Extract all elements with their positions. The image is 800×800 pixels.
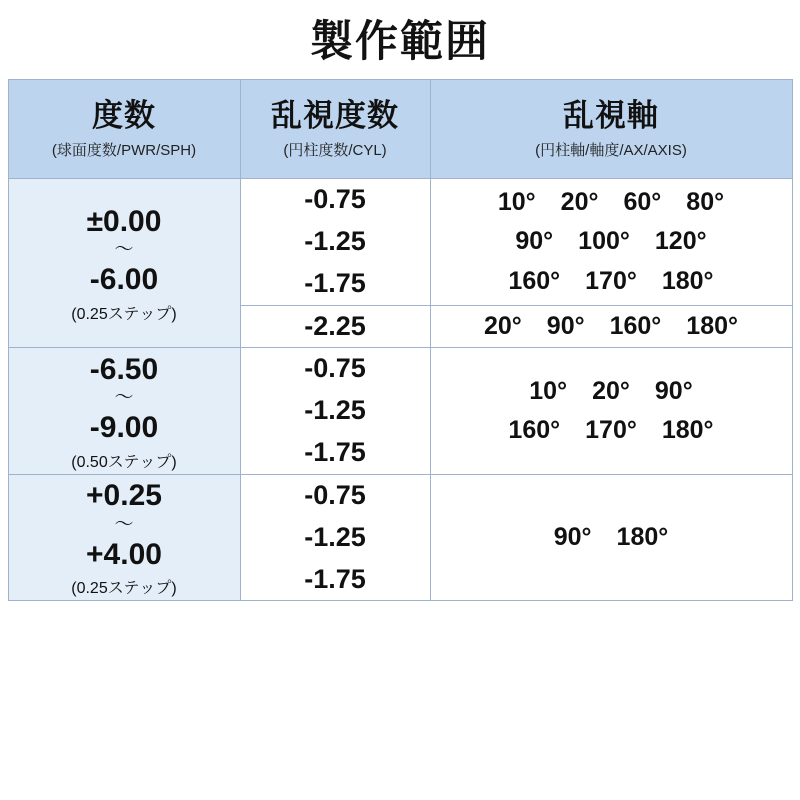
- table-body: [8, 179, 792, 601]
- cylinder-value: -0.75: [304, 353, 366, 384]
- power-from: ±0.00: [86, 204, 162, 238]
- cylinder-value: -1.25: [304, 225, 366, 256]
- table-row: [8, 179, 792, 306]
- power-step: (0.25ステップ): [71, 305, 177, 323]
- axis-value-line: 10° 20° 60° 80°: [497, 187, 725, 216]
- axis-cell: [430, 474, 792, 601]
- power-cell-group-2: [8, 348, 240, 475]
- cylinder-value: -1.75: [304, 563, 366, 594]
- header-power-sub: (球面度数/PWR/SPH): [51, 142, 197, 160]
- header-axis: [430, 80, 792, 179]
- power-cell-group-3: [8, 474, 240, 601]
- axis-cell: [430, 179, 792, 306]
- cylinder-cell: [240, 305, 430, 348]
- power-from: -6.50: [89, 352, 159, 386]
- table-row: [8, 474, 792, 601]
- axis-value-line: 160° 170° 180°: [508, 266, 714, 295]
- header-row: [8, 80, 792, 179]
- axis-value-line: 20° 90° 160° 180°: [483, 311, 739, 340]
- axis-value-line: 90° 180°: [553, 522, 669, 551]
- axis-value-line: 10° 20° 90°: [529, 376, 693, 405]
- power-from: +0.25: [86, 479, 162, 513]
- axis-cell: [430, 348, 792, 475]
- cylinder-value: -1.75: [304, 267, 366, 298]
- power-tilde: ～: [114, 239, 134, 261]
- header-axis-sub: (円柱軸/軸度/AX/AXIS): [535, 142, 687, 160]
- cylinder-cell: [240, 474, 430, 601]
- cylinder-value: -1.75: [304, 437, 366, 468]
- table-header: [8, 80, 792, 179]
- axis-value-line: 90° 100° 120°: [515, 227, 707, 256]
- power-tilde: ～: [114, 387, 134, 409]
- header-cylinder: [240, 80, 430, 179]
- table-row: [8, 348, 792, 475]
- power-to: +4.00: [86, 537, 162, 571]
- header-cylinder-sub: (円柱度数/CYL): [283, 142, 387, 160]
- cylinder-cell: [240, 348, 430, 475]
- power-step: (0.25ステップ): [71, 580, 177, 598]
- page-title: 製作範囲: [310, 18, 490, 66]
- spec-table: [8, 79, 793, 601]
- header-cylinder-main: 乱視度数: [271, 97, 399, 133]
- power-to: -9.00: [89, 411, 159, 445]
- cylinder-value: -1.25: [304, 395, 366, 426]
- power-step: (0.50ステップ): [71, 453, 177, 471]
- header-power: [8, 80, 240, 179]
- cylinder-value: -1.25: [304, 521, 366, 552]
- power-cell-group-1: [8, 179, 240, 348]
- cylinder-value: -0.75: [304, 479, 366, 510]
- axis-cell: [430, 305, 792, 348]
- cylinder-value: -2.25: [304, 310, 366, 341]
- header-axis-main: 乱視軸: [563, 97, 659, 133]
- power-tilde: ～: [114, 513, 134, 535]
- header-power-main: 度数: [92, 97, 156, 133]
- cylinder-value: -0.75: [304, 184, 366, 214]
- power-to: -6.00: [89, 263, 159, 297]
- cylinder-cell: [240, 179, 430, 306]
- axis-value-line: 160° 170° 180°: [508, 416, 714, 445]
